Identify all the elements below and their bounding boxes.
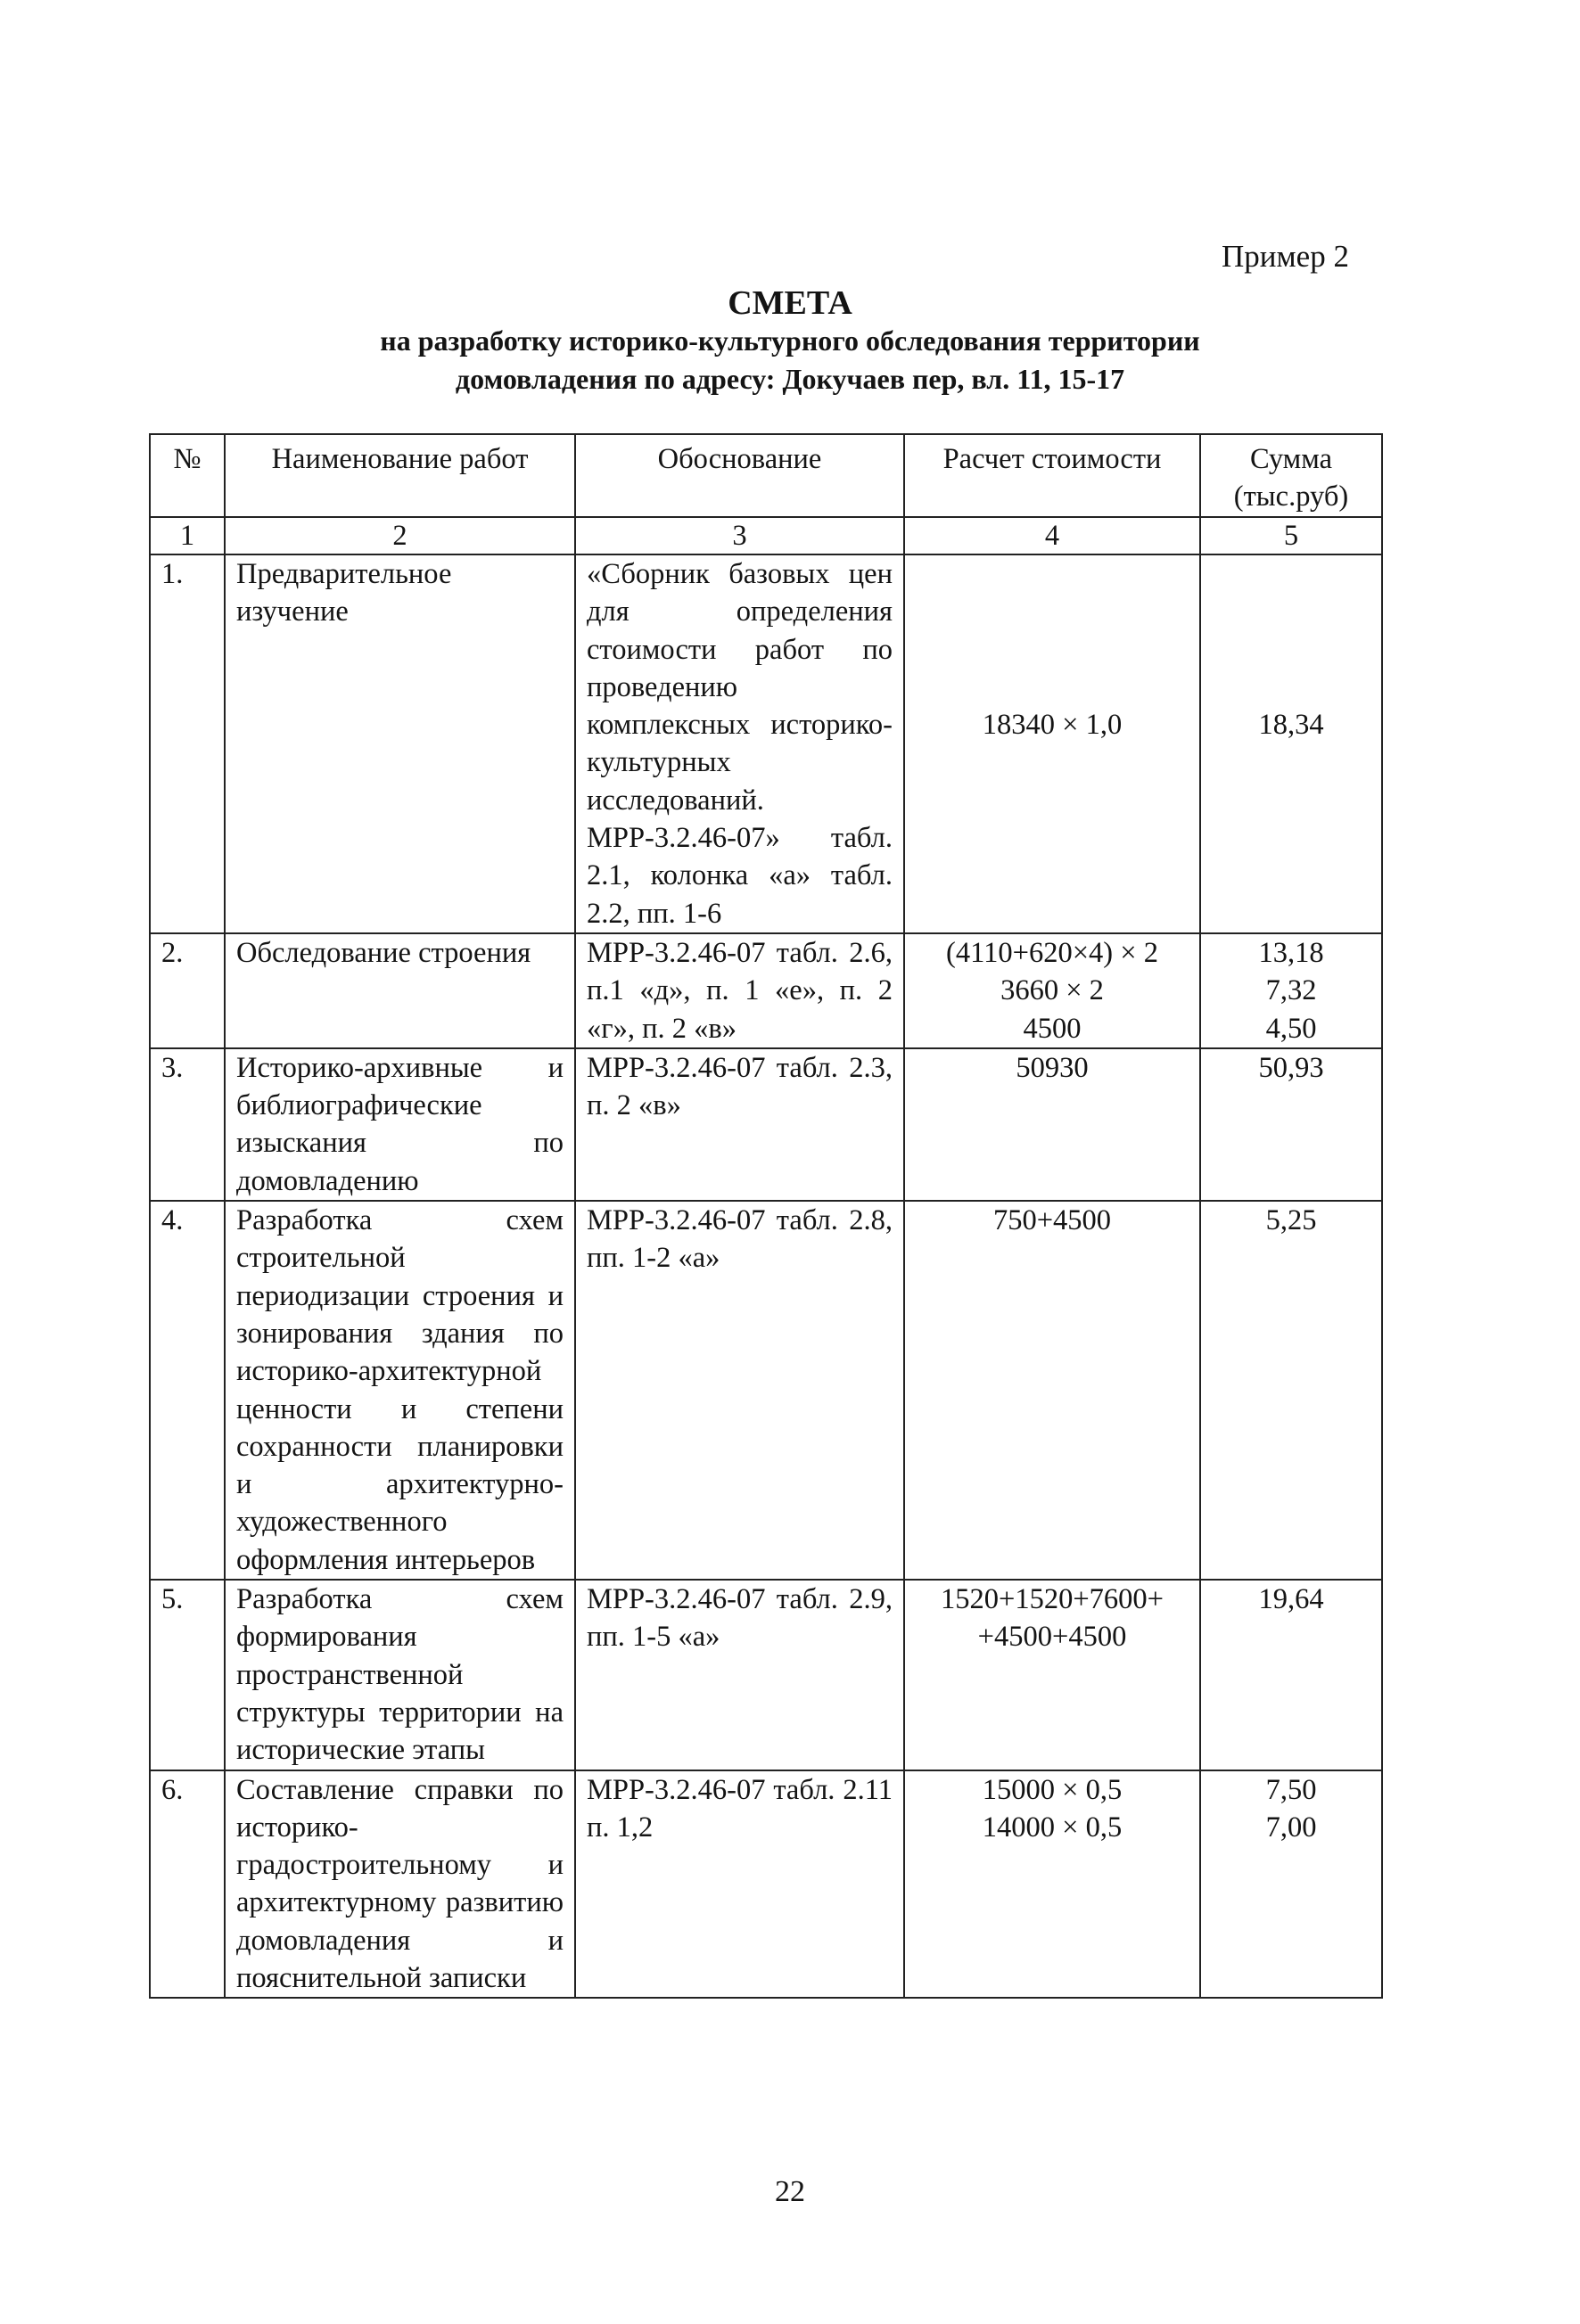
document-subtitle-line1: на разработку историко-культурного обследования территории [380,324,1200,357]
basis: МРР-3.2.46-07 табл. 2.6, п.1 «д», п. 1 «е», п. 2 «г», п. 2 «в» [575,933,904,1048]
sum-line: 50,93 [1258,1051,1324,1084]
calc-line: 4500 [1023,1012,1082,1045]
column-number: 3 [575,517,904,554]
header-basis: Обоснование [575,434,904,517]
row-number: 6. [150,1770,225,1999]
header-number: № [150,434,225,517]
column-number: 2 [225,517,575,554]
column-number-row [150,517,1382,554]
sum-line: 7,50 [1265,1773,1317,1806]
example-label: Пример 2 [1222,239,1349,274]
row-number: 2. [150,933,225,1048]
column-number: 5 [1200,517,1382,554]
sum-line: 18,34 [1258,709,1324,742]
calc-line: 750+4500 [992,1204,1112,1237]
basis: МРР-3.2.46-07 табл. 2.11 п. 1,2 [575,1770,904,1999]
estimate-table [149,433,1383,1999]
sum [1200,554,1382,933]
basis: «Сборник базовых цен для определения стоимости работ по проведению комплексных историко-культурных исследований. МРР-3.2.46-07» табл. 2.1, колонка «а» табл. 2.2, пп. 1-6 [575,554,904,933]
table-row [150,1580,1382,1770]
row-number: 4. [150,1201,225,1580]
row-number: 5. [150,1580,225,1770]
calc-line: 3660 × 2 [1000,974,1104,1007]
header-sum: Сумма (тыс.руб) [1200,434,1382,517]
calc-line [916,631,1189,669]
work-name: Историко-архивные и библиографические изыскания по домовладению [225,1048,575,1201]
header-work-name: Наименование работ [225,434,575,517]
work-name: Обследование строения [225,933,575,1048]
table-row [150,1201,1382,1580]
work-name: Разработка схем строительной периодизации строения и зонирования здания по историко-архитектурной ценности и степени сохранности планировки и архитектурно-художественного оформления интерьеров [225,1201,575,1580]
cost-calculation [904,1770,1200,1999]
row-number: 3. [150,1048,225,1201]
cost-calculation [904,1048,1200,1201]
sum-line [1212,631,1370,669]
table-row [150,554,1382,933]
page-number: 22 [775,2175,805,2208]
sum [1200,1770,1382,1999]
sum-line: 4,50 [1265,1012,1317,1045]
calc-line: 18340 × 1,0 [982,709,1123,742]
sum [1200,1048,1382,1201]
sum-line [1212,669,1370,706]
table-row [150,1048,1382,1201]
basis: МРР-3.2.46-07 табл. 2.3, п. 2 «в» [575,1048,904,1201]
work-name: Разработка схем формирования пространственной структуры территории на исторические этапы [225,1580,575,1770]
sum-line: 7,00 [1265,1811,1317,1844]
column-number: 4 [904,517,1200,554]
sum-line [1212,593,1370,630]
sum-line: 13,18 [1258,936,1324,969]
row-number: 1. [150,554,225,933]
column-number: 1 [150,517,225,554]
header-cost-calculation: Расчет стоимости [904,434,1200,517]
calc-line: 1520+1520+7600+ [941,1583,1164,1616]
basis: МРР-3.2.46-07 табл. 2.9, пп. 1-5 «а» [575,1580,904,1770]
calc-line: 14000 × 0,5 [982,1811,1123,1844]
calc-line: (4110+620×4) × 2 [946,936,1158,969]
cost-calculation [904,1201,1200,1580]
table-header-row [150,434,1382,517]
document-title: СМЕТА [728,284,852,322]
work-name: Составление справки по историко-градостроительному и архитектурному развитию домовладения и пояснительной записки [225,1770,575,1999]
work-name: Предварительное изучение [225,554,575,933]
cost-calculation [904,933,1200,1048]
sum [1200,1201,1382,1580]
calc-line [916,593,1189,630]
calc-line: 50930 [1016,1051,1089,1084]
sum-line: 5,25 [1265,1204,1317,1237]
calc-line [916,669,1189,706]
calc-line: +4500+4500 [977,1621,1127,1654]
calc-line [916,555,1189,593]
calc-line: 15000 × 0,5 [982,1773,1123,1806]
document-subtitle-line2: домовладения по адресу: Докучаев пер, вл. 11, 15-17 [455,363,1125,395]
cost-calculation [904,1580,1200,1770]
table-row [150,933,1382,1048]
sum-line [1212,555,1370,593]
sum [1200,1580,1382,1770]
table-row [150,1770,1382,1999]
cost-calculation [904,554,1200,933]
sum-line: 19,64 [1258,1583,1324,1616]
sum [1200,933,1382,1048]
basis: МРР-3.2.46-07 табл. 2.8, пп. 1-2 «а» [575,1201,904,1580]
sum-line: 7,32 [1265,974,1317,1007]
